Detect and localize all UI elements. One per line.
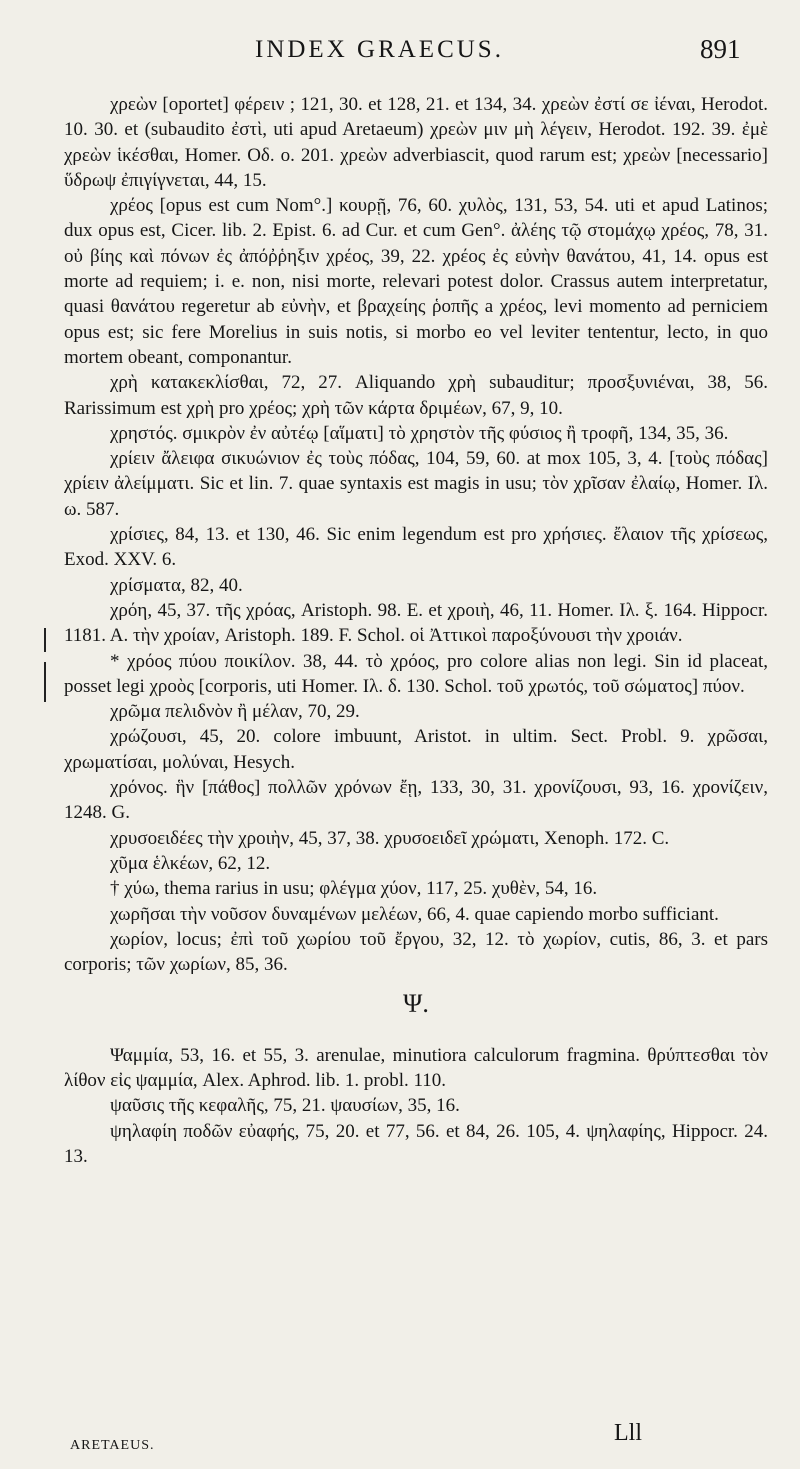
index-entry: χῦμα ἑλκέων, 62, 12.: [110, 852, 271, 874]
index-entry: Ψαμμία, 53, 16. et 55, 3. arenulae, minutiora calculorum fragmina. θρύπτεσθαι τὸν λίθον εἰς ψαμμία, Alex. Aphrod. lib. 1. probl. 110.: [64, 1044, 768, 1091]
index-entry: χρυσοειδέες τὴν χροιὴν, 45, 37, 38. χρυσοειδεῖ χρώματι, Xenoph. 172. C.: [110, 827, 670, 849]
page-footer: [0, 1420, 800, 1464]
printer-signature: ARETAEUS.: [70, 1438, 155, 1453]
margin-rule: [44, 628, 46, 652]
index-entry: χωρίον, locus; ἐπὶ τοῦ χωρίου τοῦ ἔργου, 32, 12. τὸ χωρίον, cutis, 86, 3. et pars corporis; τῶν χωρίων, 85, 36.: [64, 928, 768, 976]
index-entry: † χύω, thema rarius in usu; φλέγμα χύον, 117, 25. χυθὲν, 54, 16.: [110, 878, 598, 900]
index-entry: χρίσματα, 82, 40.: [110, 574, 243, 596]
page-number: 891: [700, 34, 741, 64]
index-entry: χρόη, 45, 37. τῆς χρόας, Aristoph. 98. E. et χροιὴ, 46, 11. Homer. Ιλ. ξ. 164. Hippocr. 1181. A. τὴν χροίαν, Aristoph. 189. F. Schol. οἱ Ἀττικοὶ παροξύνουσι τὴν χροιάν.: [64, 599, 768, 647]
index-entry: χρεὼν [oportet] φέρειν ; 121, 30. et 128, 21. et 134, 34. χρεὼν ἐστί σε ἰέναι, Herodot. 10. 30. et (subaudito ἐστὶ, uti apud Aretaeum) χρεὼν μιν μὴ λέγειν, Herodot. 192. 39. ἐμὲ χρεὼν ἱκέσθαι, Homer. Οδ. ο. 201. χρεὼν adverbiascit, quod rarum est; χρεὼν [necessario] ὕδρωψ ἐπιγίγνεται, 44, 15.: [64, 94, 768, 191]
index-entry: χρόνος. ἣν [πάθος] πολλῶν χρόνων ἔῃ, 133, 30, 31. χρονίζουσι, 93, 16. χρονίζειν, 1248. G.: [64, 777, 768, 824]
running-title: INDEX GRAECUS.: [255, 36, 504, 63]
running-header: [0, 30, 800, 74]
index-body: [64, 92, 768, 1169]
section-heading-psi: Ψ.: [403, 989, 429, 1019]
index-entry: χρίσιες, 84, 13. et 130, 46. Sic enim legendum est pro χρήσιες. ἔλαιον τῆς χρίσεως, Exod. XXV. 6.: [64, 524, 768, 571]
sheet-mark: Lll: [614, 1420, 642, 1446]
index-entry: χωρῆσαι τὴν νοῦσον δυναμένων μελέων, 66, 4. quae capiendo morbo sufficiant.: [110, 903, 719, 925]
margin-rule: [44, 662, 46, 702]
index-entry: χρὴ κατακεκλίσθαι, 72, 27. Aliquando χρὴ subauditur; προσξυνιέναι, 38, 56. Rarissimum est χρὴ pro χρέος; χρὴ τῶν κάρτα δριμέων, 67, 9, 10.: [64, 372, 768, 419]
index-entry: ψαῦσις τῆς κεφαλῆς, 75, 21. ψαυσίων, 35, 16.: [110, 1095, 460, 1117]
index-entry: ψηλαφίη ποδῶν εὐαφής, 75, 20. et 77, 56. et 84, 26. 105, 4. ψηλαφίης, Hippocr. 24. 13.: [64, 1120, 768, 1167]
index-entry: χρηστός. σμικρὸν ἐν αὐτέῳ [αἵματι] τὸ χρηστὸν τῆς φύσιος ἢ τροφῆ, 134, 35, 36.: [110, 422, 729, 444]
index-entry: χρέος [opus est cum Nom°.] κουρῇ, 76, 60. χυλὸς, 131, 53, 54. uti et apud Latinos; dux opus est, Cicer. lib. 2. Epist. 6. ad Cur. et cum Gen°. ἀλέης τῷ στομάχῳ χρέος, 78, 31. οὐ βίης καὶ πόνων ἐς ἀπόῤῥηξιν χρέος, 39, 22. χρέος ἐς εὐνὴν θανάτου, 41, 14. opus est morte ad requiem; i. e. non, nisi morte, relevari potest dolor. Crassus autem interpretatur, quasi θανάτου regeretur ab εὐνὴν, et βραχείης ῥοπῆς a χρέος, levi momento ad perniciem opus est; sic fere Morelius in suis notis, si morbo eo vel leviter tententur, lecto, in quo mortem obeant, componantur.: [64, 195, 768, 368]
index-entry: χρώζουσι, 45, 20. colore imbuunt, Aristot. in ultim. Sect. Probl. 9. χρῶσαι, χρωματίσαι, μολύναι, Hesych.: [64, 726, 768, 773]
index-entry: χρῶμα πελιδνὸν ἢ μέλαν, 70, 29.: [110, 701, 360, 723]
index-entry: * χρόος πύου ποικίλον. 38, 44. τὸ χρόος, pro colore alias non legi. Sin id placeat, posset legi χροὸς [corporis, uti Homer. Ιλ. δ. 130. Schol. τοῦ χρωτός, τοῦ σώματος] πύον.: [64, 650, 768, 697]
index-entry: χρίειν ἄλειφα σικυώνιον ἐς τοὺς πόδας, 104, 59, 60. at mox 105, 3, 4. [τοὺς πόδας] χρίειν ἀλείμματι. Sic et lin. 7. quae syntaxis est magis in usu; τὸν χρῖσαν ἐλαίῳ, Homer. Ιλ. ω. 587.: [64, 448, 768, 520]
